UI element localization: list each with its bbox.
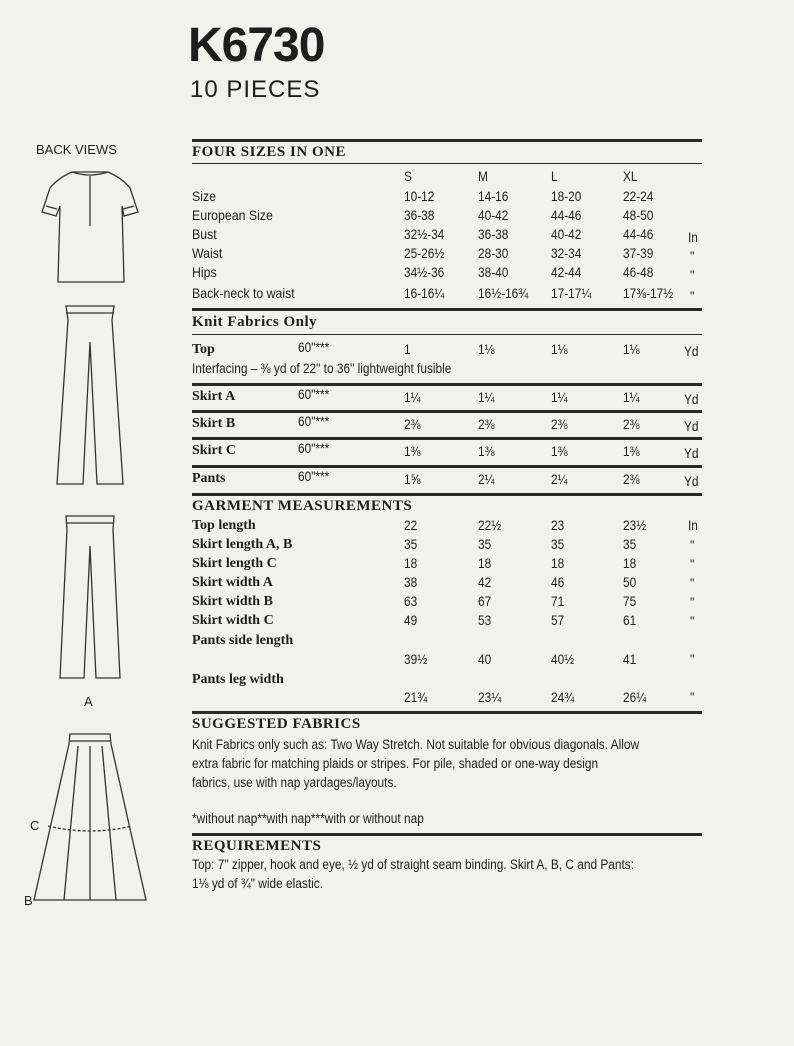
yardage-cell: 2⅜: [623, 417, 640, 432]
pants-long-drawing: [57, 306, 123, 484]
sizes-section-title: FOUR SIZES IN ONE: [192, 144, 346, 160]
garment-row-label: Skirt width C: [192, 613, 274, 628]
yardage-cell: 1⅜: [478, 444, 495, 459]
requirements-line-2: 1⅛ yd of ¾" wide elastic.: [192, 876, 324, 891]
size-cell: 17-17¼: [551, 286, 592, 301]
measure-cell: 24¾: [551, 690, 575, 705]
garment-row-label: Skirt width B: [192, 594, 273, 609]
measure-cell: 26¼: [623, 690, 647, 705]
skirt-drawing: [34, 734, 146, 900]
unit-label: In: [688, 518, 698, 533]
back-views-label: BACK VIEWS: [36, 142, 117, 157]
knit-row-label: Skirt A: [192, 389, 236, 404]
yardage-cell: 2⅜: [623, 472, 640, 487]
measure-cell: 23½: [623, 518, 647, 533]
measure-cell: 42: [478, 575, 492, 590]
size-cell: 10-12: [404, 189, 435, 204]
requirements-line-1: Top: 7" zipper, hook and eye, ½ yd of straight seam binding. Skirt A, B, C and Pants:: [192, 857, 635, 872]
fabric-width: 60"***: [298, 469, 330, 484]
fabric-width: 60"***: [298, 340, 330, 355]
size-cell: 44-46: [623, 227, 654, 242]
top-back-drawing: [42, 172, 138, 282]
size-row-label: Hips: [192, 264, 217, 280]
yardage-cell: 1⅜: [623, 444, 640, 459]
garment-row-label: Pants side length: [192, 633, 294, 648]
measure-cell: 23¼: [478, 690, 502, 705]
measure-cell: 35: [478, 537, 492, 552]
size-cell: 22-24: [623, 189, 654, 204]
size-col-l: L: [551, 169, 558, 184]
interfacing-note: Interfacing – ⅜ yd of 22" to 36" lightweight fusible: [192, 361, 452, 376]
pattern-number: K6730: [188, 19, 325, 72]
yardage-cell: 2¼: [551, 472, 568, 487]
size-cell: 17⅜-17½: [623, 286, 674, 301]
measure-cell: 75: [623, 594, 637, 609]
size-cell: 16½-16¾: [478, 286, 529, 301]
size-cell: 14-16: [478, 189, 509, 204]
yardage-cell: 1⅛: [478, 342, 495, 357]
size-cell: 32-34: [551, 246, 582, 261]
nap-note: *without nap**with nap***with or without nap: [192, 811, 424, 826]
knit-row-label: Skirt B: [192, 416, 236, 431]
yardage-cell: 1⅜: [551, 444, 568, 459]
pieces-count: 10 PIECES: [190, 76, 321, 103]
fabric-width: 60"***: [298, 441, 330, 456]
rule: [192, 383, 702, 386]
size-row-label: Bust: [192, 226, 217, 242]
size-cell: 32½-34: [404, 227, 445, 242]
rule: [192, 493, 702, 496]
size-col-m: M: [478, 169, 488, 184]
knit-row-label: Skirt C: [192, 443, 236, 458]
rule: [192, 334, 702, 335]
size-cell: 40-42: [478, 208, 509, 223]
size-cell: 18-20: [551, 189, 582, 204]
size-cell: 48-50: [623, 208, 654, 223]
garment-section-title: GARMENT MEASUREMENTS: [192, 498, 413, 514]
fabrics-line-3: fabrics, use with nap yardages/layouts.: [192, 775, 397, 790]
measure-cell: 22: [404, 518, 418, 533]
size-cell: 36-38: [478, 227, 509, 242]
size-cell: 38-40: [478, 265, 509, 280]
unit-label: ": [690, 614, 695, 629]
measure-cell: 57: [551, 613, 565, 628]
yardage-cell: 2¼: [478, 472, 495, 487]
size-cell: 28-30: [478, 246, 509, 261]
size-col-xl: XL: [623, 169, 638, 184]
measure-cell: 53: [478, 613, 492, 628]
size-row-label: Size: [192, 188, 216, 204]
unit-label: ": [690, 289, 695, 304]
unit-label: ": [690, 557, 695, 572]
knit-section-title: Knit Fabrics Only: [192, 314, 318, 330]
yardage-cell: 1: [404, 342, 411, 357]
view-label-c: C: [30, 818, 40, 833]
measure-cell: 40: [478, 652, 492, 667]
unit-label: ": [690, 690, 695, 705]
unit-label: Yd: [684, 419, 699, 434]
measure-cell: 49: [404, 613, 418, 628]
yardage-cell: 1¼: [623, 390, 640, 405]
unit-label: Yd: [684, 392, 699, 407]
measure-cell: 46: [551, 575, 565, 590]
yardage-cell: 1¼: [551, 390, 568, 405]
measure-cell: 39½: [404, 652, 428, 667]
measure-cell: 35: [551, 537, 565, 552]
size-cell: 37-39: [623, 246, 654, 261]
measure-cell: 71: [551, 594, 565, 609]
rule: [192, 410, 702, 413]
unit-label: ": [690, 249, 695, 264]
yardage-cell: 1¼: [478, 390, 495, 405]
measure-cell: 63: [404, 594, 418, 609]
unit-label: ": [690, 538, 695, 553]
garment-row-label: Skirt length C: [192, 556, 277, 571]
view-label-b: B: [24, 893, 33, 908]
measure-cell: 67: [478, 594, 492, 609]
size-cell: 44-46: [551, 208, 582, 223]
size-cell: 42-44: [551, 265, 582, 280]
garment-row-label: Skirt width A: [192, 575, 273, 590]
requirements-section-title: REQUIREMENTS: [192, 838, 322, 854]
yardage-cell: 2⅜: [478, 417, 495, 432]
view-label-a: A: [84, 694, 93, 709]
measure-cell: 18: [623, 556, 637, 571]
unit-label: ": [690, 652, 695, 667]
rule: [192, 711, 702, 714]
size-col-s: S: [404, 169, 412, 184]
fabrics-line-1: Knit Fabrics only such as: Two Way Stretch. Not suitable for obvious diagonals. Allow: [192, 737, 640, 752]
size-row-label: Waist: [192, 245, 223, 261]
rule: [192, 833, 702, 836]
unit-label: In: [688, 230, 698, 245]
measure-cell: 22½: [478, 518, 502, 533]
rule: [192, 465, 702, 468]
unit-label: Yd: [684, 446, 699, 461]
size-cell: 40-42: [551, 227, 582, 242]
measure-cell: 50: [623, 575, 637, 590]
unit-label: Yd: [684, 474, 699, 489]
measure-cell: 21¾: [404, 690, 428, 705]
size-row-label: European Size: [192, 207, 273, 223]
knit-row-label: Top: [192, 342, 215, 357]
garment-row-label: Pants leg width: [192, 672, 284, 687]
measure-cell: 41: [623, 652, 637, 667]
fabric-width: 60"***: [298, 414, 330, 429]
measure-cell: 18: [404, 556, 418, 571]
measure-cell: 18: [551, 556, 565, 571]
rule: [192, 139, 702, 142]
yardage-cell: 1¼: [404, 390, 421, 405]
measure-cell: 61: [623, 613, 637, 628]
measure-cell: 18: [478, 556, 492, 571]
size-cell: 25-26½: [404, 246, 445, 261]
yardage-cell: 1⅛: [623, 342, 640, 357]
fabrics-line-2: extra fabric for matching plaids or stripes. For pile, shaded or one-way design: [192, 756, 599, 771]
size-row-label: Back-neck to waist: [192, 285, 295, 301]
yardage-cell: 1⅛: [551, 342, 568, 357]
unit-label: Yd: [684, 344, 699, 359]
yardage-cell: 1⅜: [404, 444, 421, 459]
size-cell: 46-48: [623, 265, 654, 280]
unit-label: ": [690, 268, 695, 283]
pants-a-drawing: [60, 516, 120, 678]
size-cell: 34½-36: [404, 265, 445, 280]
yardage-cell: 1⅝: [404, 472, 421, 487]
fabric-width: 60"***: [298, 387, 330, 402]
size-cell: 16-16¼: [404, 286, 445, 301]
measure-cell: 23: [551, 518, 565, 533]
fabrics-section-title: SUGGESTED FABRICS: [192, 716, 361, 732]
measure-cell: 40½: [551, 652, 575, 667]
garment-row-label: Skirt length A, B: [192, 537, 293, 552]
rule: [192, 437, 702, 440]
yardage-cell: 2⅜: [404, 417, 421, 432]
yardage-cell: 2⅜: [551, 417, 568, 432]
measure-cell: 38: [404, 575, 418, 590]
size-cell: 36-38: [404, 208, 435, 223]
unit-label: ": [690, 595, 695, 610]
measure-cell: 35: [404, 537, 418, 552]
knit-row-label: Pants: [192, 471, 226, 486]
unit-label: ": [690, 576, 695, 591]
garment-row-label: Top length: [192, 518, 256, 533]
measure-cell: 35: [623, 537, 637, 552]
rule: [192, 163, 702, 164]
rule: [192, 308, 702, 311]
